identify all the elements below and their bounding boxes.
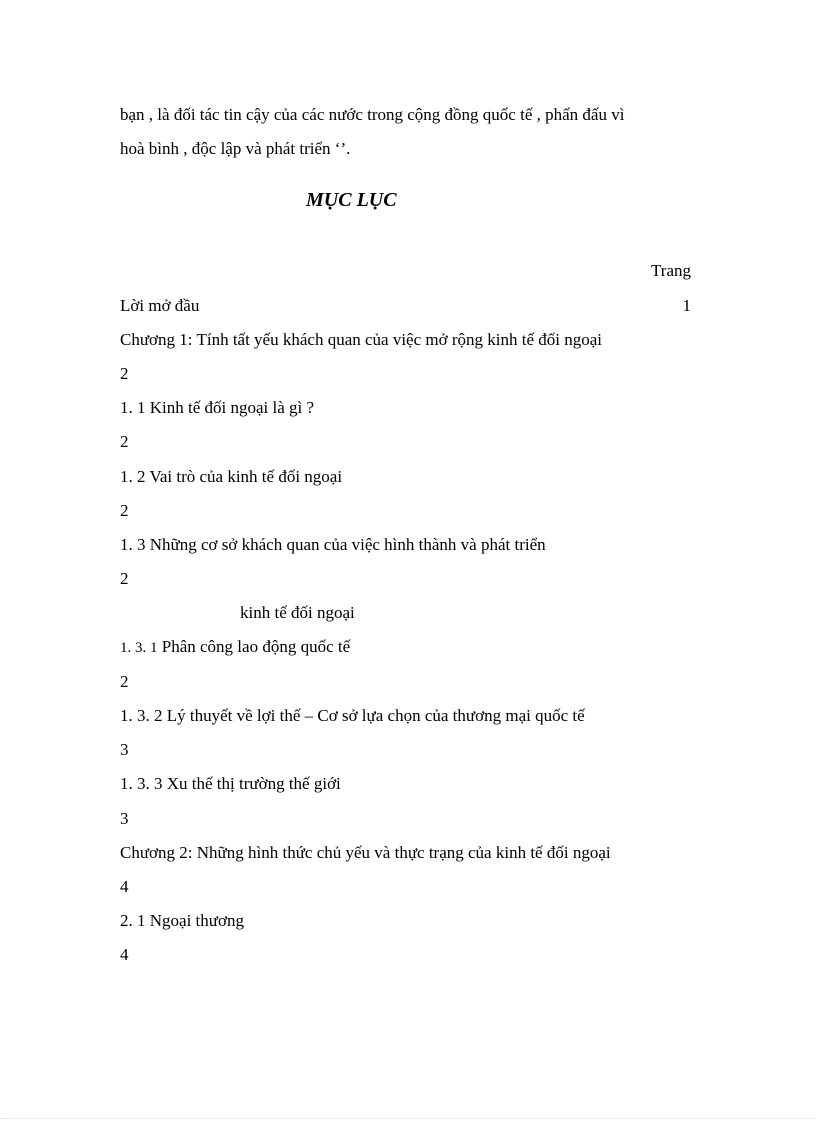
toc-entry-text: Phân công lao động quốc tế bbox=[161, 637, 351, 656]
toc-entry-page: 4 bbox=[120, 945, 129, 964]
toc-entry-page: 1 bbox=[682, 296, 691, 315]
toc-entry-label: 1. 3 Những cơ sở khách quan của việc hình thành và phát triển bbox=[120, 535, 546, 554]
toc-entry-label: 1. 2 Vai trò của kinh tế đối ngoại bbox=[120, 467, 343, 486]
toc-entry-page: 3 bbox=[120, 740, 129, 759]
toc-entry-number: 1. 3. 1 bbox=[120, 640, 158, 656]
toc-entry-label: Lời mở đầu bbox=[120, 296, 200, 315]
toc-entry-page: 2 bbox=[120, 364, 129, 383]
toc-entry-page: 2 bbox=[120, 569, 129, 588]
toc-entry-page: 2 bbox=[120, 501, 129, 520]
intro-line-2: hoà bình , độc lập và phát triển ‘’. bbox=[120, 139, 351, 158]
toc-entry-page: 3 bbox=[120, 809, 129, 828]
toc-entry-continuation: kinh tế đối ngoại bbox=[240, 603, 355, 622]
toc-entry-page: 2 bbox=[120, 432, 129, 451]
toc-page-header: Trang bbox=[651, 261, 691, 280]
toc-title: MỤC LỤC bbox=[306, 189, 397, 211]
toc-entry-label bbox=[120, 637, 350, 658]
toc-entry-page: 4 bbox=[120, 877, 129, 896]
toc-entry-label: 1. 1 Kinh tế đối ngoại là gì ? bbox=[120, 398, 315, 417]
intro-line-1: bạn , là đối tác tin cậy của các nước trong cộng đồng quốc tế , phấn đấu vì bbox=[120, 105, 625, 124]
page-bottom-divider bbox=[0, 1118, 816, 1119]
toc-entry-page: 2 bbox=[120, 672, 129, 691]
toc-entry-label: Chương 2: Những hình thức chủ yếu và thực trạng của kinh tế đối ngoại bbox=[120, 843, 611, 862]
toc-entry-label: 2. 1 Ngoại thương bbox=[120, 911, 244, 930]
toc-entry-label: Chương 1: Tính tất yếu khách quan của việc mở rộng kinh tế đối ngoại bbox=[120, 330, 603, 349]
toc-entry-label: 1. 3. 2 Lý thuyết về lợi thế – Cơ sở lựa chọn của thương mại quốc tế bbox=[120, 706, 585, 725]
toc-entry-label: 1. 3. 3 Xu thế thị trường thế giới bbox=[120, 774, 341, 793]
